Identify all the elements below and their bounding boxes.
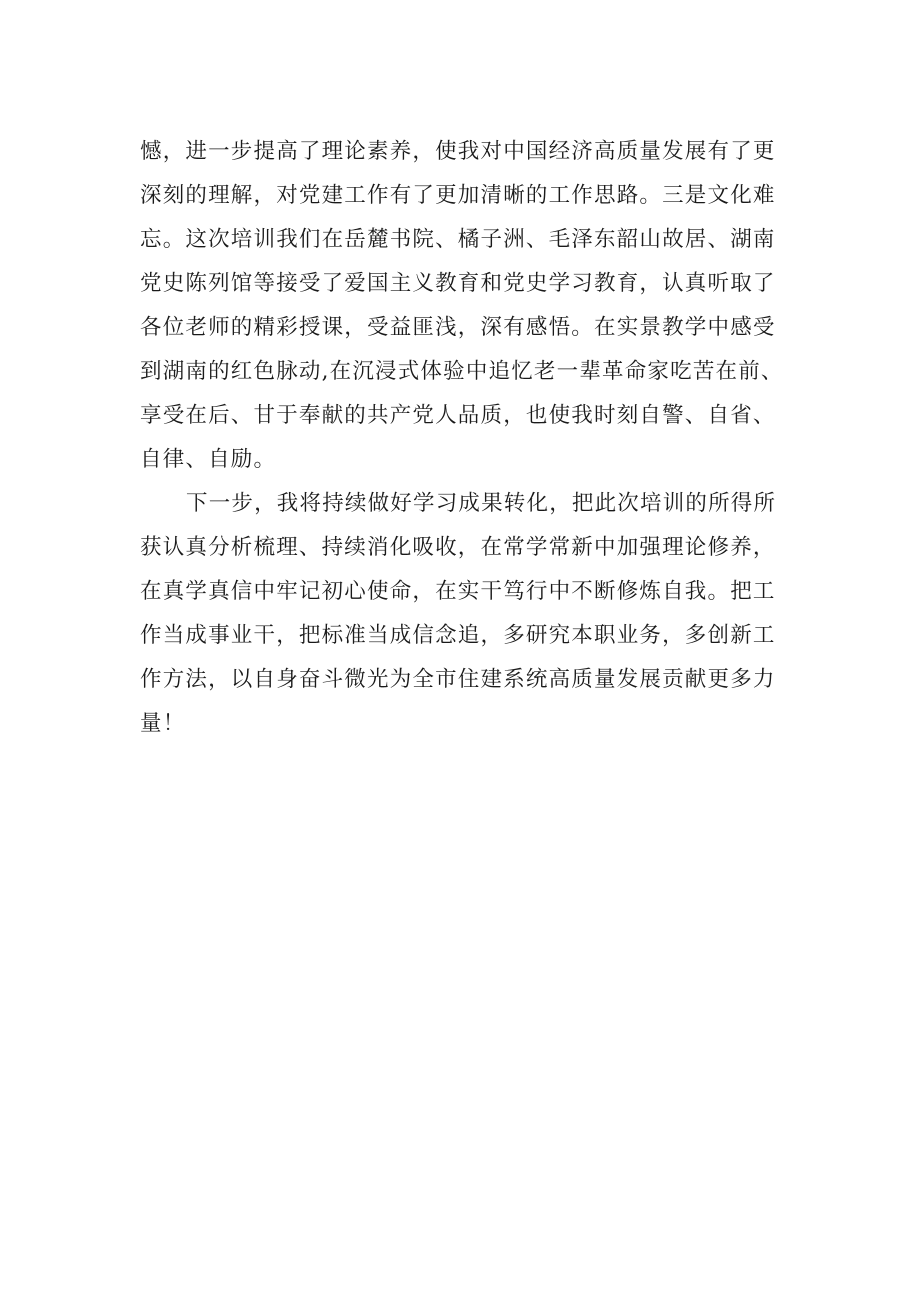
paragraph-2-line-4: 作当成事业干，把标准当成信念追，多研究本职业务，多创新工 <box>140 623 776 648</box>
paragraph-1-line-5: 各位老师的精彩授课，受益匪浅，深有感悟。在实景教学中感受 <box>140 315 776 340</box>
paragraph-2-line-6: 量！ <box>140 711 186 736</box>
paragraph-1-line-4: 党史陈列馆等接受了爱国主义教育和党史学习教育，认真听取了 <box>140 271 776 296</box>
paragraph-1-line-3: 忘。这次培训我们在岳麓书院、橘子洲、毛泽东韶山故居、湖南 <box>140 227 776 252</box>
paragraph-1-line-6: 到湖南的红色脉动,在沉浸式体验中追忆老一辈革命家吃苦在前、 <box>140 359 784 384</box>
paragraph-1-line-7: 享受在后、甘于奉献的共产党人品质，也使我时刻自警、自省、 <box>140 403 776 428</box>
paragraph-2-line-2: 获认真分析梳理、持续消化吸收，在常学常新中加强理论修养， <box>140 535 776 560</box>
paragraph-2-line-1: 下一步，我将持续做好学习成果转化，把此次培训的所得所 <box>186 491 777 516</box>
paragraph-2-line-5: 作方法，以自身奋斗微光为全市住建系统高质量发展贡献更多力 <box>140 667 776 692</box>
paragraph-1-line-2: 深刻的理解，对党建工作有了更加清晰的工作思路。三是文化难 <box>140 183 776 208</box>
paragraph-1-line-8: 自律、自励。 <box>140 447 277 472</box>
paragraph-1-line-1: 憾，进一步提高了理论素养，使我对中国经济高质量发展有了更 <box>140 139 776 164</box>
paragraph-2-line-3: 在真学真信中牢记初心使命，在实干笃行中不断修炼自我。把工 <box>140 579 776 604</box>
